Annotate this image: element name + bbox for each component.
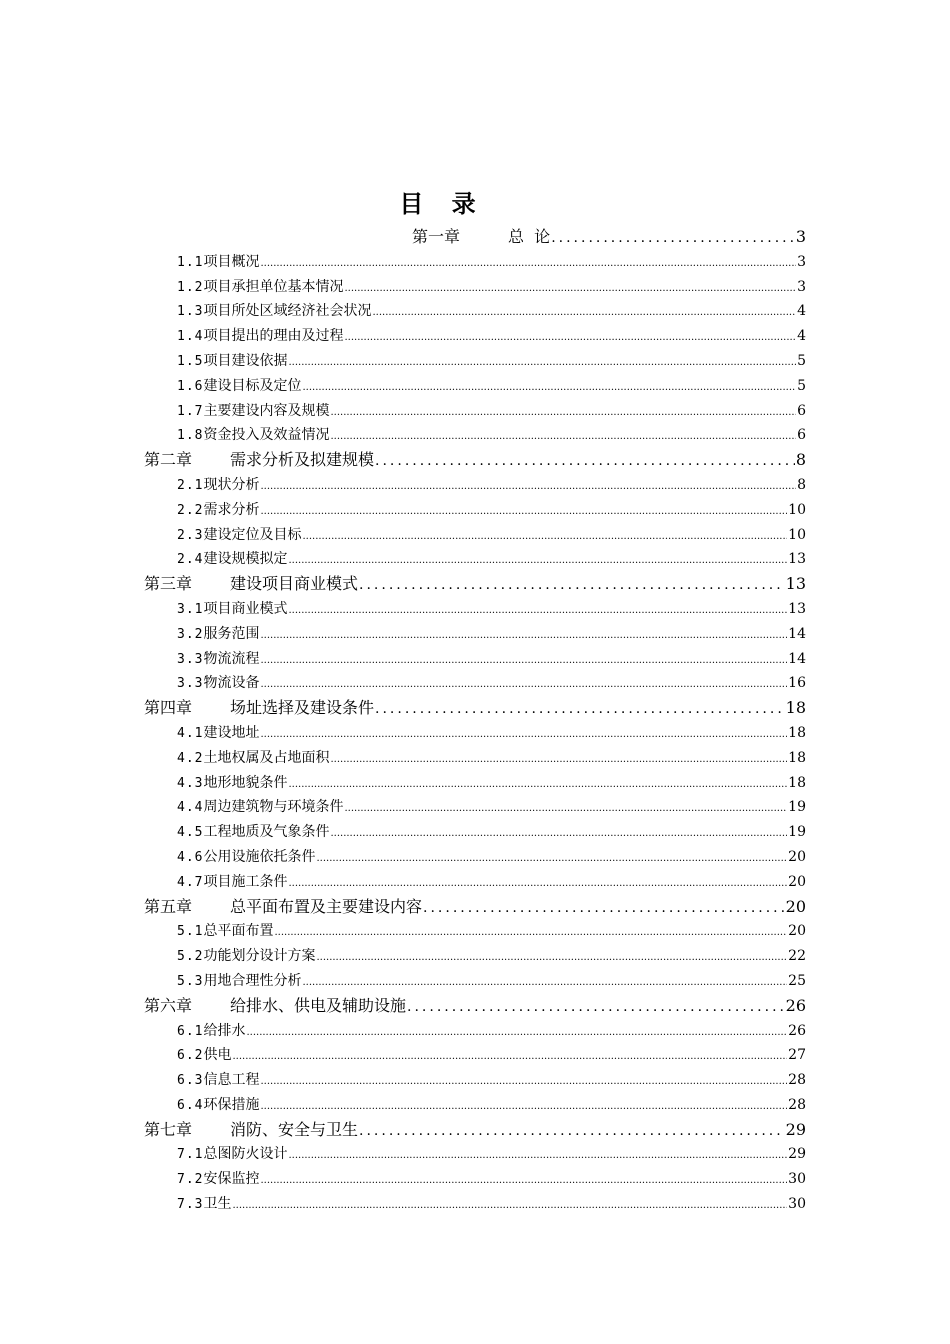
section-page-number: 29 (788, 1146, 806, 1163)
section-name: 项目所处区域经济社会状况 (203, 303, 372, 320)
section-label (177, 771, 287, 797)
section-name: 地形地貌条件 (203, 774, 288, 791)
section-page-number: 6 (797, 402, 806, 419)
dot-leader (551, 226, 795, 251)
chapter-name: 总平面布置及主要建设内容 (230, 896, 423, 916)
section-number: 3.3 (177, 651, 204, 667)
section-page-number: 16 (788, 675, 806, 692)
section-page-number: 26 (788, 1022, 806, 1039)
section-name: 工程地质及气象条件 (203, 824, 330, 841)
section-page-number: 4 (797, 303, 806, 320)
dot-leader (302, 971, 787, 996)
section-label (177, 944, 315, 970)
section-label (177, 1019, 245, 1045)
chapter-name: 场址选择及建设条件 (230, 698, 375, 718)
section-label (177, 299, 371, 325)
section-name: 建设地址 (203, 724, 260, 741)
section-number: 4.4 (177, 800, 204, 816)
section-number: 3.3 (177, 676, 204, 692)
table-of-contents (0, 225, 950, 1217)
dot-leader (274, 921, 787, 946)
toc-section-row[interactable] (177, 795, 806, 820)
section-page-number: 28 (788, 1072, 806, 1089)
section-label (177, 1167, 259, 1193)
section-label (177, 275, 343, 301)
toc-section-row[interactable] (177, 299, 806, 324)
dot-leader (288, 773, 787, 798)
dot-leader (359, 573, 785, 598)
section-label (177, 399, 329, 425)
dot-leader (260, 1070, 787, 1095)
chapter-number: 第三章 (144, 574, 193, 594)
section-page-number: 10 (788, 501, 806, 518)
section-number: 5.3 (177, 973, 204, 989)
dot-leader (260, 500, 787, 525)
section-number: 3.2 (177, 626, 204, 642)
dot-leader (260, 624, 787, 649)
toc-section-row[interactable] (177, 671, 806, 696)
dot-leader (260, 252, 796, 277)
section-name: 服务范围 (203, 625, 260, 642)
toc-section-row[interactable] (177, 1019, 806, 1044)
toc-section-row[interactable] (177, 423, 806, 448)
section-page-number: 18 (788, 774, 806, 791)
section-page-number: 13 (788, 551, 806, 568)
section-number: 5.2 (177, 949, 204, 965)
dot-leader (375, 449, 795, 474)
toc-section-row[interactable] (177, 523, 806, 548)
section-page-number: 5 (797, 352, 806, 369)
section-number: 1.1 (177, 254, 204, 270)
section-page-number: 20 (788, 848, 806, 865)
section-number: 2.1 (177, 477, 204, 493)
section-label (177, 919, 273, 945)
section-number: 4.2 (177, 750, 204, 766)
toc-section-row[interactable] (177, 1093, 806, 1118)
chapter-number: 第二章 (144, 450, 193, 470)
dot-leader (372, 301, 796, 326)
toc-section-row[interactable] (177, 324, 806, 349)
section-name: 总平面布置 (203, 923, 274, 940)
chapter-page-number: 18 (785, 698, 806, 718)
chapter-name: 总 论 (508, 227, 551, 246)
toc-section-row[interactable] (177, 820, 806, 845)
section-page-number: 10 (788, 526, 806, 543)
dot-leader (344, 797, 787, 822)
toc-section-row[interactable] (177, 1142, 806, 1167)
toc-chapter-row[interactable] (144, 1118, 806, 1143)
toc-section-row[interactable] (177, 1068, 806, 1093)
chapter-name: 建设项目商业模式 (230, 574, 359, 594)
section-number: 1.4 (177, 329, 204, 345)
section-name: 建设目标及定位 (203, 377, 302, 394)
section-label (177, 647, 259, 673)
section-page-number: 14 (788, 650, 806, 667)
chapter-label (144, 1118, 358, 1143)
section-name: 卫生 (203, 1196, 232, 1213)
section-label (177, 423, 329, 449)
section-name: 公用设施依托条件 (203, 848, 316, 865)
toc-section-row[interactable] (177, 374, 806, 399)
chapter-label (144, 895, 422, 920)
dot-leader (288, 549, 787, 574)
section-page-number: 4 (797, 328, 806, 345)
section-label (177, 671, 259, 697)
toc-section-row[interactable] (177, 275, 806, 300)
section-number: 4.3 (177, 775, 204, 791)
section-number: 2.4 (177, 552, 204, 568)
chapter-label (144, 572, 358, 597)
section-name: 周边建筑物与环境条件 (203, 799, 344, 816)
dot-leader (407, 995, 785, 1020)
dot-leader (302, 525, 787, 550)
chapter-name: 需求分析及拟建规模 (230, 450, 375, 470)
section-label (177, 721, 259, 747)
toc-section-row[interactable] (177, 647, 806, 672)
toc-chapter-row[interactable] (144, 895, 806, 920)
section-name: 建设规模拟定 (203, 551, 288, 568)
toc-section-row[interactable] (177, 721, 806, 746)
section-label (177, 523, 301, 549)
dot-leader (260, 1095, 787, 1120)
section-number: 4.7 (177, 874, 204, 890)
section-page-number: 20 (788, 923, 806, 940)
dot-leader (330, 401, 796, 426)
section-number: 3.1 (177, 601, 204, 617)
chapter-number: 第一章 (412, 227, 461, 246)
section-page-number: 3 (797, 253, 806, 270)
section-page-number: 30 (788, 1196, 806, 1213)
section-number: 1.2 (177, 279, 204, 295)
toc-section-row[interactable] (177, 1043, 806, 1068)
chapter-number: 第四章 (144, 698, 193, 718)
dot-leader (260, 723, 787, 748)
section-name: 用地合理性分析 (203, 972, 302, 989)
section-name: 资金投入及效益情况 (203, 427, 330, 444)
section-number: 6.2 (177, 1048, 204, 1064)
section-number: 5.1 (177, 924, 204, 940)
section-name: 项目概况 (203, 253, 260, 270)
section-name: 建设定位及目标 (203, 526, 302, 543)
chapter-number: 第五章 (144, 896, 193, 916)
section-label (177, 473, 259, 499)
chapter-label (144, 994, 406, 1019)
section-label (177, 498, 259, 524)
section-name: 物流设备 (203, 675, 260, 692)
dot-leader (232, 1045, 787, 1070)
section-label (177, 622, 259, 648)
section-number: 4.5 (177, 825, 204, 841)
chapter-label (144, 696, 374, 721)
section-label (177, 250, 259, 276)
toc-section-row[interactable] (177, 944, 806, 969)
section-label (177, 374, 301, 400)
section-page-number: 5 (797, 377, 806, 394)
toc-section-row[interactable] (177, 845, 806, 870)
section-number: 4.1 (177, 725, 204, 741)
chapter-page-number: 20 (785, 896, 806, 916)
section-number: 7.1 (177, 1147, 204, 1163)
dot-leader (344, 326, 796, 351)
section-page-number: 18 (788, 724, 806, 741)
section-label (177, 820, 329, 846)
dot-leader (330, 425, 796, 450)
section-label (177, 870, 287, 896)
section-name: 项目建设依据 (203, 352, 288, 369)
dot-leader (316, 847, 787, 872)
toc-section-row[interactable] (177, 919, 806, 944)
section-name: 项目施工条件 (203, 873, 288, 890)
chapter-page-number: 13 (785, 574, 806, 594)
dot-leader (260, 649, 787, 674)
section-name: 安保监控 (203, 1171, 260, 1188)
toc-section-row[interactable] (177, 473, 806, 498)
dot-leader (288, 351, 796, 376)
section-name: 环保措施 (203, 1096, 260, 1113)
chapter-name: 消防、安全与卫生 (230, 1119, 359, 1139)
toc-section-row[interactable] (177, 622, 806, 647)
section-number: 1.6 (177, 378, 204, 394)
section-page-number: 8 (797, 476, 806, 493)
section-label (177, 795, 343, 821)
section-page-number: 3 (797, 278, 806, 295)
section-label (177, 1093, 259, 1119)
dot-leader (302, 376, 796, 401)
section-label (177, 324, 343, 350)
toc-chapter-row[interactable] (412, 225, 806, 250)
dot-leader (246, 1021, 787, 1046)
section-name: 供电 (203, 1047, 232, 1064)
section-name: 信息工程 (203, 1072, 260, 1089)
section-label (177, 1142, 287, 1168)
chapter-name: 给排水、供电及辅助设施 (230, 995, 407, 1015)
section-number: 6.4 (177, 1097, 204, 1113)
dot-leader (260, 475, 796, 500)
section-page-number: 19 (788, 824, 806, 841)
dot-leader (344, 277, 796, 302)
chapter-page-number: 29 (785, 1119, 806, 1139)
section-name: 主要建设内容及规模 (203, 402, 330, 419)
chapter-number: 第七章 (144, 1119, 193, 1139)
toc-section-row[interactable] (177, 547, 806, 572)
section-number: 2.2 (177, 502, 204, 518)
dot-leader (423, 896, 785, 921)
dot-leader (260, 673, 787, 698)
section-number: 2.3 (177, 527, 204, 543)
section-name: 项目承担单位基本情况 (203, 278, 344, 295)
section-page-number: 6 (797, 427, 806, 444)
toc-chapter-row[interactable] (144, 994, 806, 1019)
dot-leader (330, 822, 787, 847)
section-page-number: 30 (788, 1171, 806, 1188)
chapter-page-number: 26 (785, 995, 806, 1015)
dot-leader (375, 697, 785, 722)
chapter-label (144, 448, 374, 473)
toc-section-row[interactable] (177, 870, 806, 895)
section-page-number: 28 (788, 1096, 806, 1113)
section-label (177, 547, 287, 573)
section-page-number: 13 (788, 600, 806, 617)
chapter-label (412, 225, 550, 250)
dot-leader (232, 1194, 787, 1219)
section-label (177, 1043, 231, 1069)
section-number: 1.3 (177, 304, 204, 320)
toc-chapter-row[interactable] (144, 448, 806, 473)
toc-section-row[interactable] (177, 1167, 806, 1192)
section-name: 给排水 (203, 1022, 246, 1039)
toc-section-row[interactable] (177, 746, 806, 771)
section-name: 项目商业模式 (203, 600, 288, 617)
section-label (177, 597, 287, 623)
section-name: 需求分析 (203, 501, 260, 518)
section-page-number: 18 (788, 749, 806, 766)
section-page-number: 19 (788, 799, 806, 816)
toc-section-row[interactable] (177, 1192, 806, 1217)
section-name: 物流流程 (203, 650, 260, 667)
section-label (177, 845, 315, 871)
section-name: 项目提出的理由及过程 (203, 328, 344, 345)
toc-section-row[interactable] (177, 771, 806, 796)
toc-section-row[interactable] (177, 399, 806, 424)
chapter-page-number: 8 (795, 450, 806, 470)
toc-title: 目 录 (399, 190, 486, 218)
dot-leader (316, 946, 787, 971)
toc-section-row[interactable] (177, 597, 806, 622)
section-name: 总图防火设计 (203, 1146, 288, 1163)
dot-leader (288, 1144, 787, 1169)
section-number: 6.1 (177, 1023, 204, 1039)
section-number: 6.3 (177, 1073, 204, 1089)
section-label (177, 1192, 231, 1218)
chapter-number: 第六章 (144, 995, 193, 1015)
toc-chapter-row[interactable] (144, 696, 806, 721)
section-label (177, 1068, 259, 1094)
toc-section-row[interactable] (177, 250, 806, 275)
section-number: 1.8 (177, 428, 204, 444)
dot-leader (260, 1169, 787, 1194)
section-label (177, 349, 287, 375)
section-page-number: 22 (788, 948, 806, 965)
section-number: 4.6 (177, 849, 204, 865)
dot-leader (330, 748, 787, 773)
dot-leader (288, 599, 787, 624)
section-page-number: 27 (788, 1047, 806, 1064)
toc-section-row[interactable] (177, 498, 806, 523)
section-page-number: 20 (788, 873, 806, 890)
section-number: 1.7 (177, 403, 204, 419)
section-label (177, 746, 329, 772)
section-label (177, 969, 301, 995)
toc-chapter-row[interactable] (144, 572, 806, 597)
section-number: 7.3 (177, 1197, 204, 1213)
section-name: 土地权属及占地面积 (203, 749, 330, 766)
section-page-number: 25 (788, 972, 806, 989)
toc-section-row[interactable] (177, 969, 806, 994)
section-page-number: 14 (788, 625, 806, 642)
chapter-page-number: 3 (795, 227, 806, 246)
dot-leader (359, 1119, 785, 1144)
section-name: 现状分析 (203, 476, 260, 493)
section-number: 7.2 (177, 1172, 204, 1188)
section-number: 1.5 (177, 353, 204, 369)
toc-section-row[interactable] (177, 349, 806, 374)
section-name: 功能划分设计方案 (203, 948, 316, 965)
dot-leader (288, 872, 787, 897)
